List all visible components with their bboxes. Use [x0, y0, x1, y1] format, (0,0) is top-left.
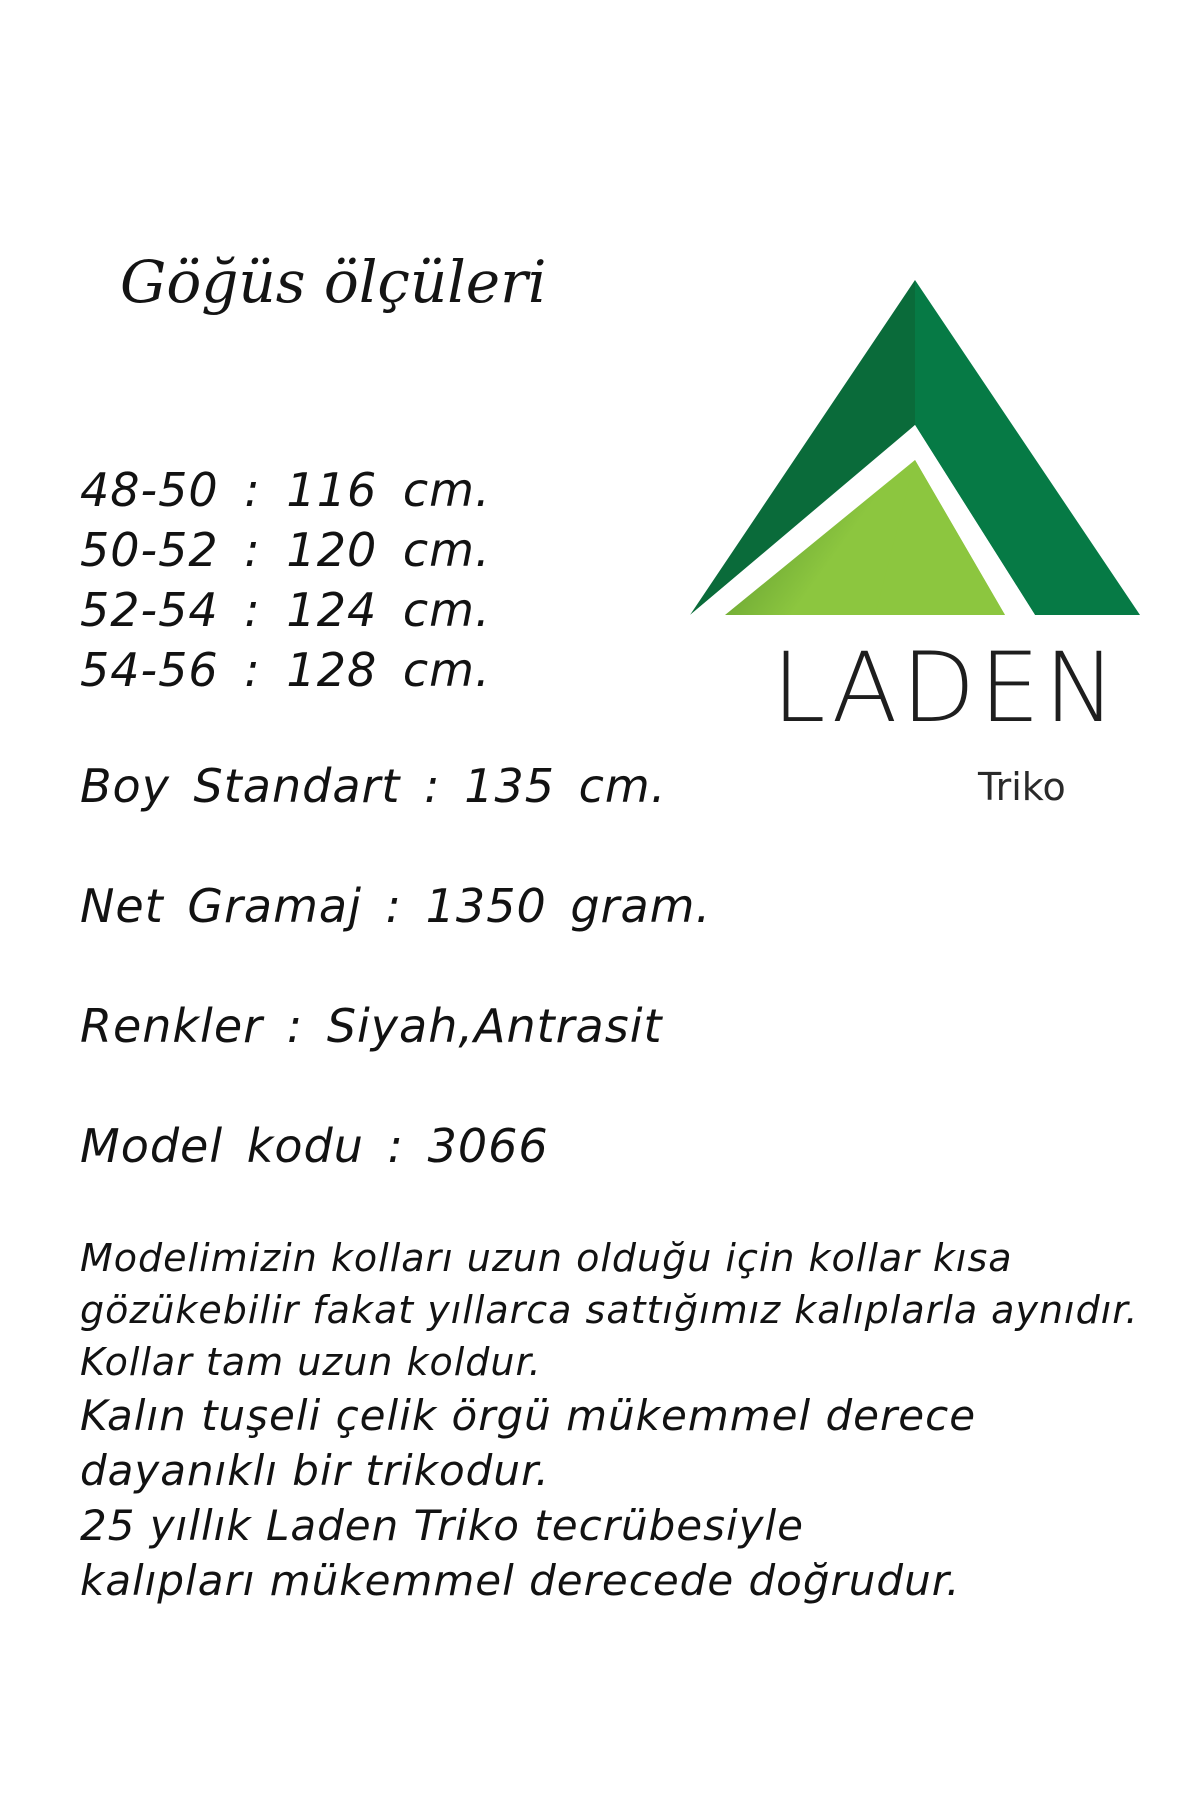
size-value: 120 cm.: [286, 523, 491, 577]
size-range: 50-52: [80, 523, 219, 577]
size-separator: :: [244, 583, 261, 637]
size-value: 128 cm.: [286, 643, 491, 697]
size-range: 48-50: [80, 463, 219, 517]
chest-size-list: [80, 460, 491, 700]
size-value: 124 cm.: [286, 583, 491, 637]
spec-separator: :: [385, 879, 403, 933]
spec-value: 1350 gram.: [425, 879, 712, 933]
description-line: Modelimizin kolları uzun olduğu için kollar kısa: [80, 1236, 1013, 1280]
product-description: [80, 1232, 1139, 1608]
size-separator: :: [244, 523, 261, 577]
description-line: 25 yıllık Laden Triko tecrübesiyle: [80, 1501, 805, 1550]
spec-label: Model kodu: [80, 1119, 364, 1173]
spec-separator: :: [387, 1119, 404, 1173]
laden-logo-mark: [690, 275, 1140, 615]
spec-separator: :: [286, 999, 304, 1053]
description-line: dayanıklı bir trikodur.: [80, 1446, 550, 1495]
spec-label: Renkler: [80, 999, 264, 1053]
size-row: [80, 580, 491, 640]
size-row: [80, 460, 491, 520]
size-range: 54-56: [80, 643, 219, 697]
size-range: 52-54: [80, 583, 219, 637]
brand-subtitle: Triko: [978, 765, 1066, 809]
weight-spec: [80, 878, 711, 934]
spec-label: Net Gramaj: [80, 879, 362, 933]
spec-label: Boy Standart: [80, 759, 401, 813]
size-row: [80, 640, 491, 700]
spec-value: Siyah,Antrasit: [326, 999, 663, 1053]
spec-value: 135 cm.: [464, 759, 667, 813]
spec-separator: :: [424, 759, 441, 813]
brand-name: LADEN: [772, 632, 1120, 744]
description-line: Kollar tam uzun koldur.: [80, 1340, 542, 1384]
description-line: gözükebilir fakat yıllarca sattığımız kalıplarla aynıdır.: [80, 1288, 1139, 1332]
description-line: Kalın tuşeli çelik örgü mükemmel derece: [80, 1391, 977, 1440]
height-spec: [80, 758, 666, 814]
size-row: [80, 520, 491, 580]
description-line: kalıpları mükemmel derecede doğrudur.: [80, 1556, 961, 1605]
page-title: Göğüs ölçüleri: [120, 248, 547, 316]
model-code-spec: [80, 1118, 549, 1174]
size-value: 116 cm.: [286, 463, 491, 517]
size-separator: :: [244, 463, 261, 517]
colors-spec: [80, 998, 663, 1054]
size-separator: :: [244, 643, 261, 697]
spec-value: 3066: [427, 1119, 549, 1173]
